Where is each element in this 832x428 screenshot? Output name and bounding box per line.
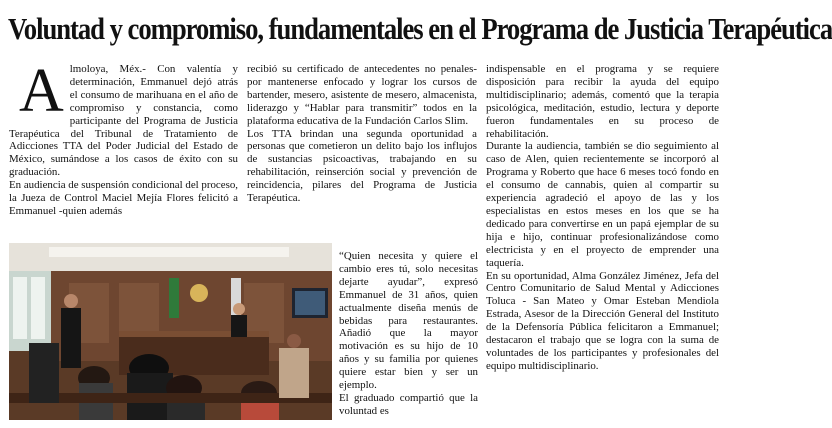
column-2-lower [339,250,478,418]
courtroom-photo [9,243,332,420]
paragraph: En su oportunidad, Alma González Jiménez, Jefa del Centro Comunitario de Salud Mental y Adicciones Toluca - San Mateo y Omar Esteban Mendiola Estrada, Asesor de la Dirección General del Instituto de la Defensoría Pública felicitaron a Emmanuel; destacaron el trabajo que se logra con la suma de voluntades de los participantes y profesionales del equipo multidisciplinario. [486,269,719,372]
paragraph-text: lmoloya, Méx.- Con valentía y determinación, Emmanuel dejó atrás el consumo de marihuana en el año de compromiso y constancia, como participante del Programa de Justicia Terapéutica del Tribunal de Tratamiento de Adicciones TTA del Poder Judicial del Estado de México, sumándose a los casos de éxito con su graduación. [9,63,238,179]
paragraph: “Quien necesita y quiere el cambio eres tú, solo necesitas dejarte ayudar”, expresó Emmanuel de 31 años, quien actualmente diseña menús de bebidas para restaurantes. Añadió que la mayor motivación es su hijo de 10 años y su familia por quienes quiere estar bien y ser un ejemplo. [339,250,478,392]
column-2 [247,63,477,205]
paragraph: Durante la audiencia, también se dio seguimiento al caso de Alen, quien recientemente se incorporó al Programa y Roberto que hace 6 meses tocó fondo en el consumo de cannabis, quien al compartir su experiencia agradeció el apoyo de las y los especialistas en estos meses en los que se ha dedicado para convertirse en un papá ejemplar de su hija e hijo, continuar profesionalizándose como electricista y en el proyecto de emprender una taquería. [486,140,719,269]
drop-cap: A [19,57,64,125]
column-1 [9,57,238,218]
courtroom-photo-illustration [9,243,332,420]
paragraph: En audiencia de suspensión condicional del proceso, la Jueza de Control Maciel Mejía Flores felicitó a Emmanuel -quien además [9,179,238,217]
headline: Voluntad y compromiso, fundamentales en el Programa de Justicia Terapéutica [8,11,832,46]
paragraph: recibió su certificado de antecedentes no penales- por mantenerse enfocado y lograr los cursos de bartender, mesero, asistente de mesero, almacenista, liderazgo y “Hablar para transmitir” todos en la plataforma educativa de la Fundación Carlos Slim. [247,63,477,127]
lead-paragraph [9,57,238,179]
paragraph: El graduado compartió que la voluntad es [339,391,478,417]
paragraph: indispensable en el programa y se requiere disposición para recibir la ayuda del equipo multidisciplinario; además, comentó que la terapia psicológica, meditación, estudio, lectura y deporte fueron fundamentales en su proceso de rehabilitación. [486,63,719,140]
paragraph: Los TTA brindan una segunda oportunidad a personas que cometieron un delito bajo los influjos de sustancias psicoactivas, trabajando en su rehabilitación, reinserción social y prevención de reincidencia, pilares del Programa de Justicia Terapéutica. [247,127,477,205]
column-3 [486,63,719,373]
